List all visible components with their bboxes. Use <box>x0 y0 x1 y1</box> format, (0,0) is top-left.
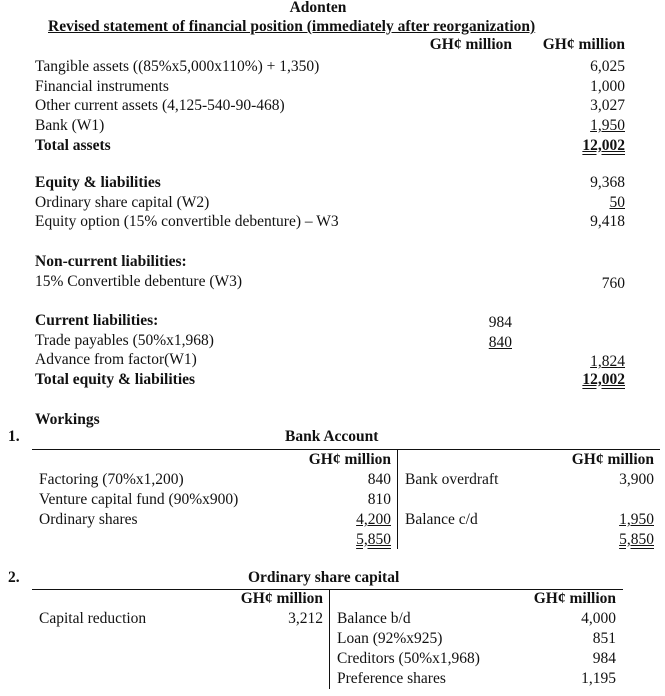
bank-credit-total: 5,850 <box>619 531 654 548</box>
bank-debit-label: Ordinary shares <box>39 511 138 528</box>
asset-label: Tangible assets ((85%x5,000x110%) + 1,350) <box>35 58 320 75</box>
current-label: Trade payables (50%x1,968) <box>35 332 214 349</box>
t-account-divider <box>397 449 398 549</box>
share-header-right: GH¢ million <box>533 590 616 607</box>
share-capital-title: Ordinary share capital <box>248 569 400 586</box>
bank-debit-label: Factoring (70%x1,200) <box>39 471 184 488</box>
current-label: Advance from factor(W1) <box>35 351 197 368</box>
total-equity-liabilities-amount: 12,002 <box>582 371 625 388</box>
total-equity-liabilities-label: Total equity & liabilities <box>35 371 196 388</box>
total-assets-label: Total assets <box>35 137 111 154</box>
share-credit-amount: 851 <box>592 630 616 647</box>
workings-heading: Workings <box>35 411 100 428</box>
share-debit-label: Capital reduction <box>39 610 147 627</box>
asset-label: Financial instruments <box>35 78 169 95</box>
asset-label: Bank (W1) <box>35 117 105 134</box>
share-credit-label: Loan (92%x925) <box>337 630 443 647</box>
share-credit-amount: 984 <box>592 650 616 667</box>
share-debit-amount: 3,212 <box>288 610 323 627</box>
total-assets-amount: 12,002 <box>582 137 625 154</box>
asset-label: Other current assets (4,125-540-90-468) <box>35 97 285 114</box>
col-header-2: GH¢ million <box>542 36 625 53</box>
non-current-amount: 760 <box>601 275 625 292</box>
bank-debit-total: 5,850 <box>356 531 391 548</box>
bank-header-left: GH¢ million <box>308 451 391 468</box>
equity-label: Ordinary share capital (W2) <box>35 194 210 211</box>
bank-debit-label: Venture capital fund (90%x900) <box>39 491 239 508</box>
non-current-heading: Non-current liabilities: <box>35 253 187 270</box>
working-number: 2. <box>8 569 20 586</box>
share-credit-label: Preference shares <box>337 670 446 687</box>
current-sub-amount: 840 <box>488 334 512 351</box>
share-credit-label: Balance b/d <box>337 610 411 627</box>
asset-amount: 3,027 <box>590 97 625 114</box>
equity-amount: 9,418 <box>590 213 625 230</box>
bank-debit-amount: 4,200 <box>356 511 391 528</box>
bank-credit-label: Bank overdraft <box>405 471 499 488</box>
non-current-label: 15% Convertible debenture (W3) <box>35 273 243 290</box>
t-account-top-rule <box>32 449 660 450</box>
asset-amount: 1,000 <box>590 78 625 95</box>
bank-credit-amount: 3,900 <box>619 471 654 488</box>
bank-debit-amount: 840 <box>367 471 391 488</box>
working-number: 1. <box>8 428 20 445</box>
t-account-divider <box>329 589 330 689</box>
bank-header-right: GH¢ million <box>571 451 654 468</box>
bank-credit-amount: 1,950 <box>619 511 654 528</box>
equity-heading: Equity & liabilities <box>35 174 161 191</box>
company-name: Adonten <box>289 0 347 16</box>
equity-label: Equity option (15% convertible debenture) – W3 <box>35 213 339 230</box>
bank-debit-amount: 810 <box>367 491 391 508</box>
current-heading: Current liabilities: <box>35 312 159 329</box>
asset-amount: 1,950 <box>590 117 625 134</box>
bank-account-title: Bank Account <box>285 428 379 445</box>
col-header-1: GH¢ million <box>429 36 512 53</box>
current-sub-amount: 984 <box>488 314 512 331</box>
statement-title: Revised statement of financial position (immediately after reorganization) <box>48 18 536 35</box>
bank-credit-label: Balance c/d <box>405 511 478 528</box>
equity-amount: 50 <box>609 194 625 211</box>
asset-amount: 6,025 <box>590 58 625 75</box>
equity-amount: 9,368 <box>590 174 625 191</box>
share-credit-amount: 1,195 <box>581 670 616 687</box>
share-credit-label: Creditors (50%x1,968) <box>337 650 480 667</box>
current-amount: 1,824 <box>590 353 625 370</box>
share-header-left: GH¢ million <box>240 590 323 607</box>
share-credit-amount: 4,000 <box>581 610 616 627</box>
